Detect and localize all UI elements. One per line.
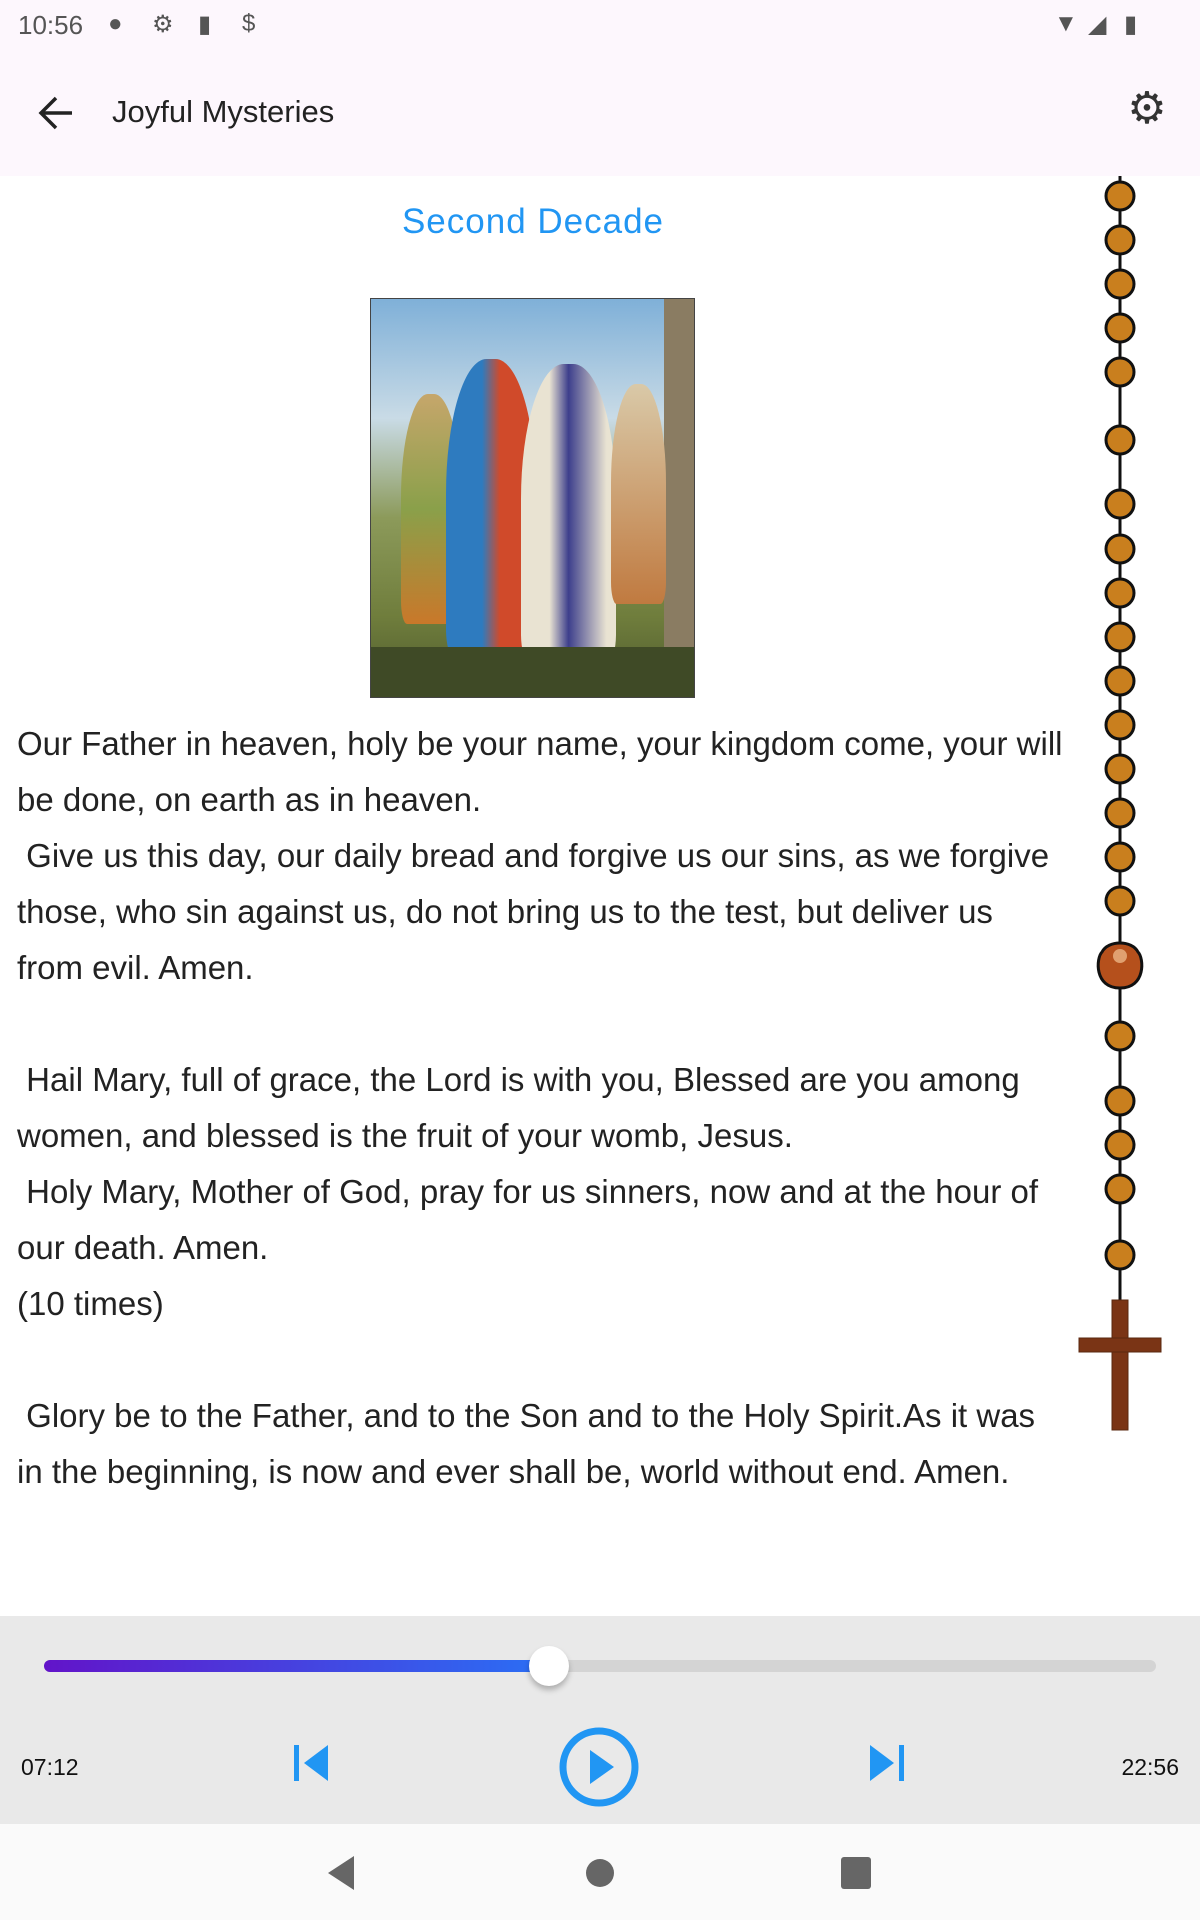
current-time: 07:12 (21, 1754, 79, 1780)
rosary-bead (1106, 1241, 1134, 1269)
sd-card-icon: ▮ (198, 11, 212, 38)
nav-home-icon[interactable] (585, 1858, 615, 1888)
rosary-bead (1106, 314, 1134, 342)
prayer-text: Our Father in heaven, holy be your name, your kingdom come, your will be done, on earth as in heaven. Give us this day, our daily bread and forgive us our sins, as we forgive those, who sin against us, do not bring us to the test, but deliver us from evil. Amen. Hail Mary, full of grace, the Lord is with you, Blessed are you among women, and blessed is the fruit of your womb, Jesus. Holy Mary, Mother of God, pray for us sinners, now and at the hour of our death. Amen. (10 times) Glory be to the Father, and to the Son and to the Holy Spirit.As it was in the beginning, is now and ever shall be, world without end. Amen. (17, 725, 1063, 1490)
rosary-bead (1106, 426, 1134, 454)
rosary-bead (1106, 535, 1134, 563)
rosary-bead (1106, 667, 1134, 695)
medal-face (1113, 949, 1127, 963)
rosary-bead (1106, 490, 1134, 518)
cross-horizontal (1079, 1338, 1161, 1352)
status-time: 10:56 (18, 10, 84, 40)
visitation-image (370, 298, 695, 698)
nav-back-icon[interactable] (326, 1856, 356, 1890)
rosary-bead (1106, 358, 1134, 386)
app-bar (0, 56, 1200, 176)
signal-icon: ◢ (1088, 11, 1107, 38)
rosary-bead (1106, 843, 1134, 871)
rosary-bead (1106, 711, 1134, 739)
rosary-bead (1106, 270, 1134, 298)
settings-notification-icon: ⚙ (152, 11, 174, 38)
gear-icon[interactable]: ⚙ (1127, 84, 1167, 133)
rosary-progress (1060, 176, 1180, 1616)
status-bar (0, 0, 1200, 56)
skip-next-icon[interactable] (866, 1743, 906, 1783)
rosary-bead (1106, 1175, 1134, 1203)
rosary-bead (1106, 799, 1134, 827)
rosary-bead (1106, 1131, 1134, 1159)
notification-icon: ● (108, 10, 123, 37)
total-time: 22:56 (1121, 1754, 1179, 1780)
cross-vertical (1112, 1300, 1128, 1430)
rosary-bead (1106, 623, 1134, 651)
rosary-bead (1106, 226, 1134, 254)
rosary-bead (1106, 579, 1134, 607)
rosary-bead (1106, 1087, 1134, 1115)
audio-player (0, 1616, 1200, 1824)
skip-previous-icon[interactable] (292, 1743, 332, 1783)
back-arrow-icon[interactable] (36, 88, 78, 138)
page-title: Joyful Mysteries (112, 94, 335, 129)
wifi-icon: ▼ (1054, 10, 1078, 37)
app-notification-icon: $ (242, 10, 256, 37)
seek-slider[interactable] (44, 1660, 1156, 1672)
seek-thumb[interactable] (529, 1646, 569, 1686)
system-nav-bar (0, 1824, 1200, 1920)
rosary-bead (1106, 1022, 1134, 1050)
battery-icon: ▮ (1124, 11, 1138, 38)
seek-progress-fill (44, 1660, 549, 1672)
rosary-bead (1106, 182, 1134, 210)
decade-title: Second Decade (401, 202, 665, 241)
rosary-bead (1106, 887, 1134, 915)
nav-recents-icon[interactable] (841, 1857, 871, 1889)
rosary-bead (1106, 755, 1134, 783)
play-button[interactable] (558, 1726, 640, 1808)
